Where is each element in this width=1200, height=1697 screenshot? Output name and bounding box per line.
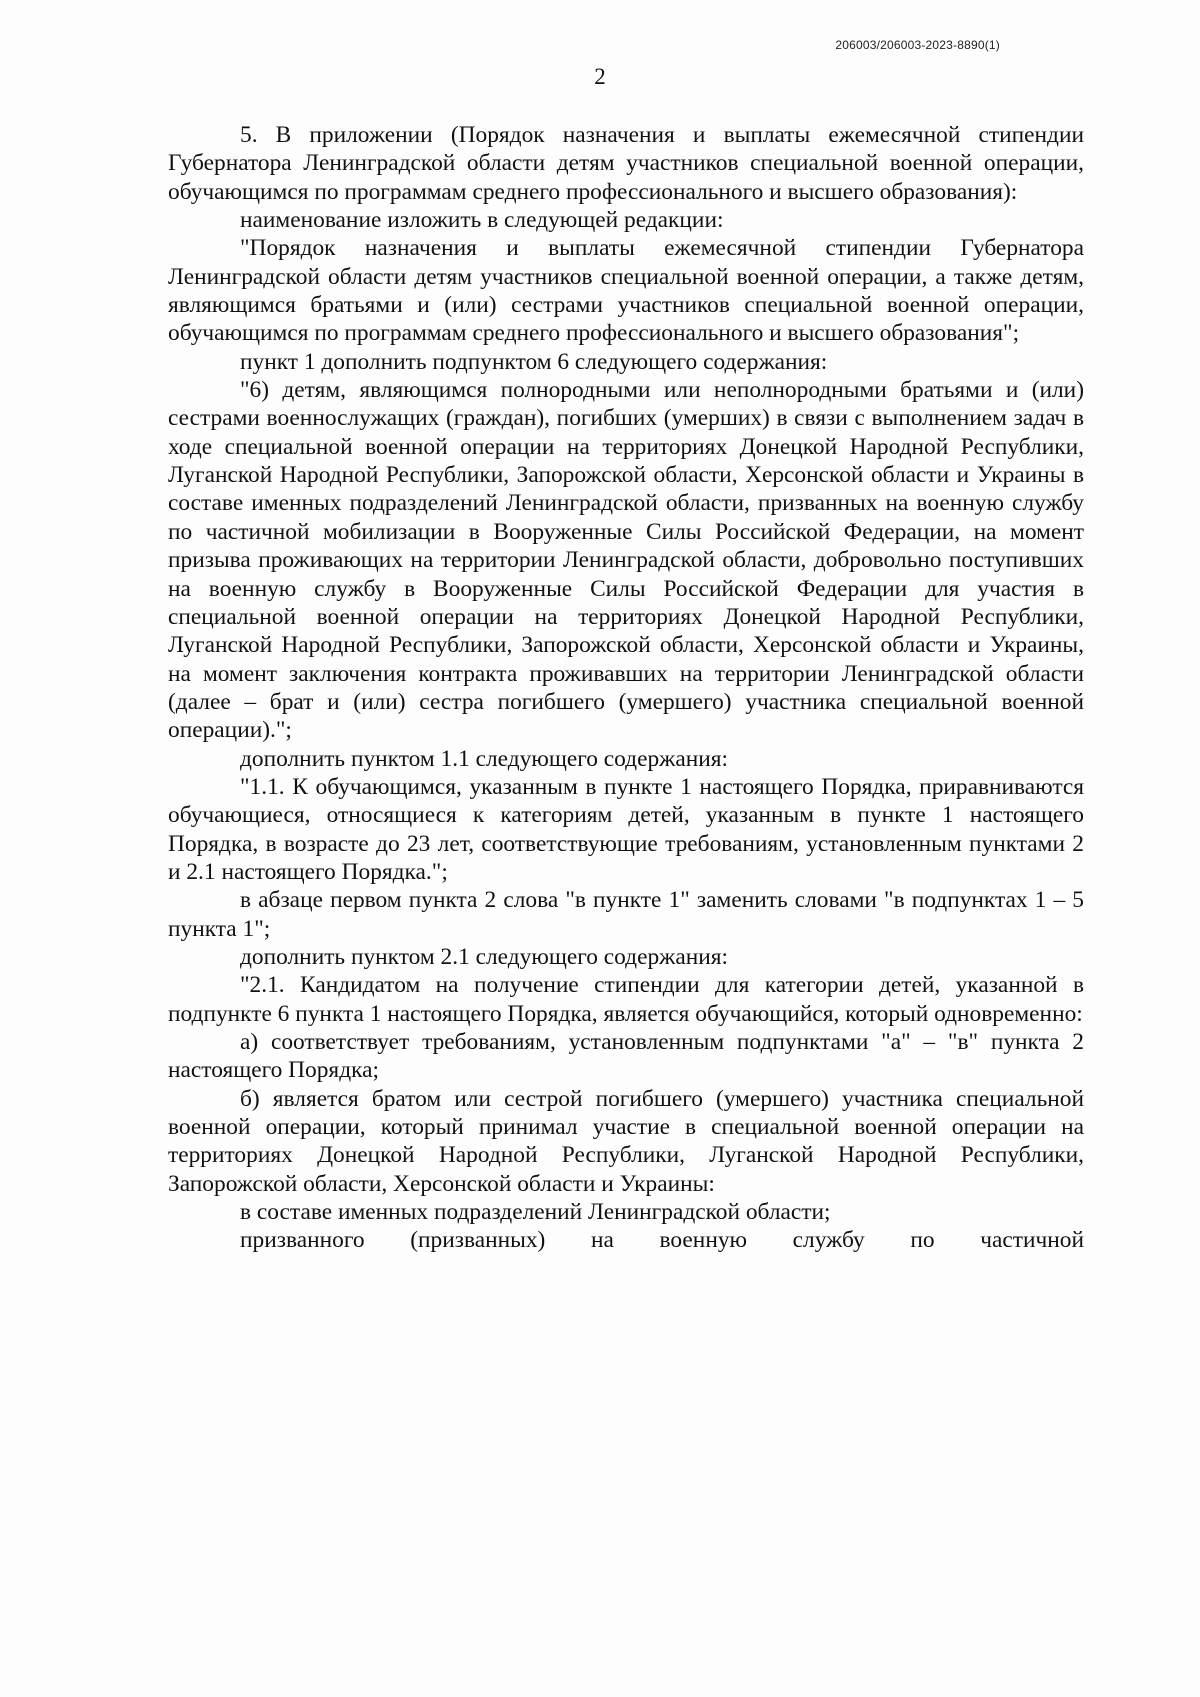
page-number: 2 [594,64,606,89]
paragraph-subpoint-6: "6) детям, являющимся полнородными или неполнородными братьями и (или) сестрами военнослужащих (граждан), погибших (умерших) в связи с выполнением задач в ходе специальной военной операции на территориях Донецкой Народной Республики, Луганской Народной Республики, Запорожской области, Херсонской области и Украины в составе именных подразделений Ленинградской области, призванных на военную службу по частичной мобилизации в Вооруженные Силы Российской Федерации, на момент призыва проживающих на территории Ленинградской области, добровольно поступивших на военную службу в Вооруженные Силы Российской Федерации для участия в специальной военной операции на территориях Донецкой Народной Республики, Луганской Народной Республики, Запорожской области, Херсонской области и Украины, на момент заключения контракта проживавших на территории Ленинградской области (далее – брат и (или) сестра погибшего (умершего) участника специальной военной операции)."; [168,377,1084,744]
paragraph-point-2-amendment: в абзаце первом пункта 2 слова "в пункте 1" заменить словами "в подпунктах 1 – 5 пункта 1"; [168,887,1084,942]
paragraph-point-1-1-addition: дополнить пунктом 1.1 следующего содержания: [240,745,728,772]
paragraph-point-1-addition: пункт 1 дополнить подпунктом 6 следующего содержания: [240,348,828,375]
paragraph-named-units: в составе именных подразделений Ленинградской области; [240,1199,831,1226]
paragraph-subpoint-a: а) соответствует требованиям, установленным подпунктами "а" – "в" пункта 2 настоящего Порядка; [168,1029,1084,1084]
paragraph-point-1-1: "1.1. К обучающимся, указанным в пункте 1 настоящего Порядка, приравниваются обучающиеся, относящиеся к категориям детей, указанным в пункте 1 настоящего Порядка, в возрасте до 23 лет, соответствующие требованиям, установленным пунктами 2 и 2.1 настоящего Порядка."; [168,773,1084,885]
paragraph-subpoint-b: б) является братом или сестрой погибшего (умершего) участника специальной военной операции, который принимал участие в специальной военной операции на территориях Донецкой Народной Республики, Луганской Народной Республики, Запорожской области, Херсонской области и Украины: [168,1085,1084,1197]
paragraph-mobilized: призванного (призванных) на военную службу по частичной [240,1227,1084,1254]
paragraph-new-title: "Порядок назначения и выплаты ежемесячной стипендии Губернатора Ленинградской области детям участников специальной военной операции, а также детям, являющимся братьями и (или) сестрами участников специальной военной операции, обучающимся по программам среднего профессионального и высшего образования"; [168,235,1084,347]
paragraph-title-amendment: наименование изложить в следующей редакции: [240,207,724,234]
paragraph-point-2-1-addition: дополнить пунктом 2.1 следующего содержания: [240,943,728,970]
document-body [168,121,1084,1255]
paragraph-item-5: 5. В приложении (Порядок назначения и выплаты ежемесячной стипендии Губернатора Ленинградской области детям участников специальной военной операции, обучающимся по программам среднего профессионального и высшего образования): [168,122,1084,205]
document-id: 206003/206003-2023-8890(1) [835,38,1000,52]
paragraph-point-2-1: "2.1. Кандидатом на получение стипендии для категории детей, указанной в подпункте 6 пункта 1 настоящего Порядка, является обучающийся, который одновременно: [168,972,1084,1027]
